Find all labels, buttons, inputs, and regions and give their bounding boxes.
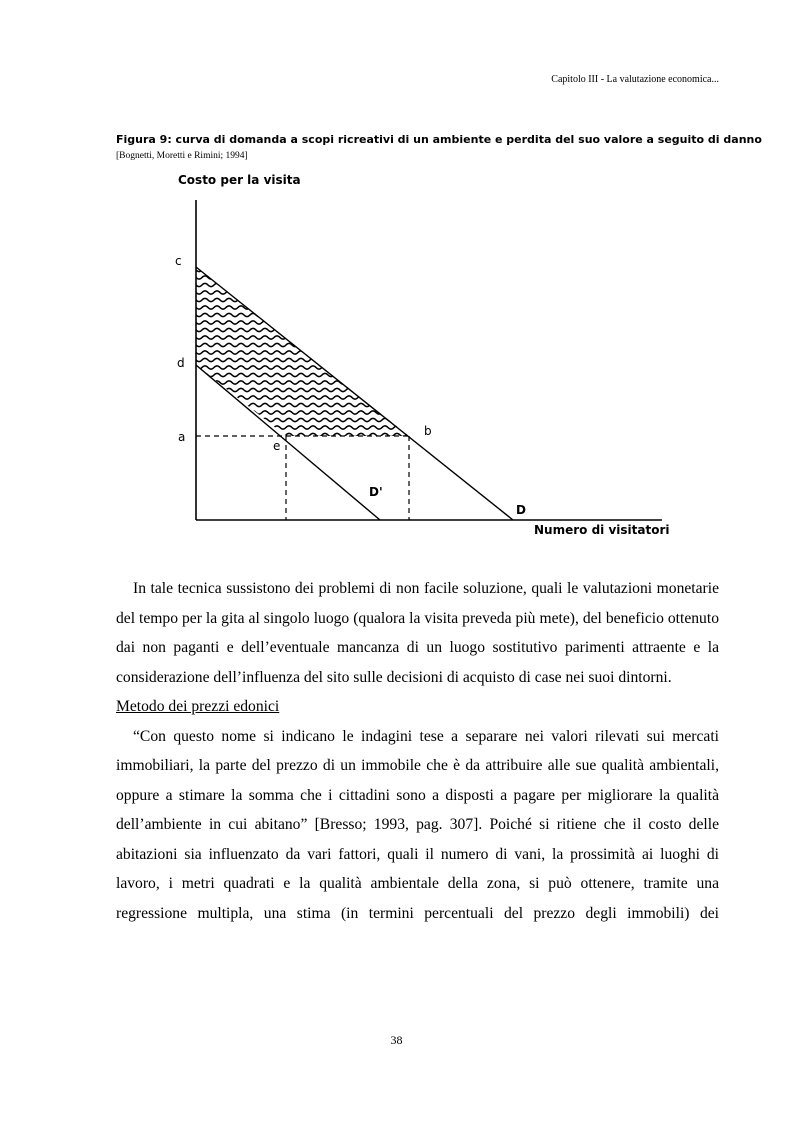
body-text [116, 574, 719, 928]
body-paragraph: In tale tecnica sussistono dei problemi di non facile soluzione, quali le valutazioni monetarie del tempo per la gita al singolo luogo (qualora la visita preveda più mete), del beneficio ottenuto dai non paganti e dell’eventuale mancanza di un luogo sostitutivo parimenti attraente e la considerazione dell’influenza del sito sulle decisioni di acquisto di case nei suoi dintorni. [116, 580, 719, 686]
running-header: Capitolo III - La valutazione economica... [551, 74, 719, 85]
hatch-wave [190, 298, 430, 301]
point-label-e: e [273, 439, 281, 453]
point-label-c: c [175, 254, 182, 268]
hatch-wave [190, 373, 430, 376]
hatch-wave [190, 411, 430, 414]
curve-label-D-prime: D' [369, 485, 383, 499]
hatch-wave [190, 396, 430, 399]
curve-label-D: D [516, 503, 526, 517]
hatch-wave [190, 306, 430, 309]
hatch-wave [190, 328, 430, 331]
section-heading: Metodo dei prezzi edonici [116, 698, 280, 715]
hatch-wave [190, 343, 430, 346]
hatch-wave [190, 358, 430, 361]
hatch-wave [190, 313, 430, 316]
hatch-wave [190, 418, 430, 421]
hatch-wave [190, 381, 430, 384]
hatch-wave [190, 366, 430, 369]
figure-source: [Bognetti, Moretti e Rimini; 1994] [116, 151, 248, 161]
hatch-wave [190, 276, 430, 279]
hatch-wave [190, 403, 430, 406]
hatch-wave [190, 268, 430, 271]
hatch-wave [190, 426, 430, 429]
point-label-b: b [424, 424, 432, 438]
body-paragraph: “Con questo nome si indicano le indagini tese a separare nei valori rilevati sui mercati immobiliari, la parte del prezzo di un immobile che è da attribuire alle sue qualità ambientali, oppure a stimare la somma che i cittadini sono a disposti a pagare per migliorare la qualità dell’ambiente in cui abitano” [Bresso; 1993, pag. 307]. Poiché si ritiene che il costo delle abitazioni sia influenzato da vari fattori, quali il numero di vani, la prossimità ai luoghi di lavoro, i metri quadrati e la qualità ambientale della zona, si può ottenere, tramite una regressione multipla, una stima (in termini percentuali del prezzo degli immobili) dei [116, 727, 719, 922]
hatch-wave [190, 283, 430, 286]
demand-curve-D [196, 267, 513, 520]
demand-curve-chart [150, 170, 680, 540]
point-label-d: d [177, 356, 185, 370]
point-label-a: a [178, 430, 186, 444]
figure-caption: Figura 9: curva di domanda a scopi ricreativi di un ambiente e perdita del suo valore a seguito di danno [116, 133, 762, 146]
x-axis-title: Numero di visitatori [534, 523, 670, 537]
demand-curve-figure [150, 170, 680, 540]
page-number: 38 [390, 1033, 403, 1047]
hatch-wave [190, 321, 430, 324]
hatch-wave [190, 351, 430, 354]
hatch-wave [190, 336, 430, 339]
y-axis-title: Costo per la visita [178, 173, 301, 187]
lost-value-shaded-area [190, 268, 430, 436]
